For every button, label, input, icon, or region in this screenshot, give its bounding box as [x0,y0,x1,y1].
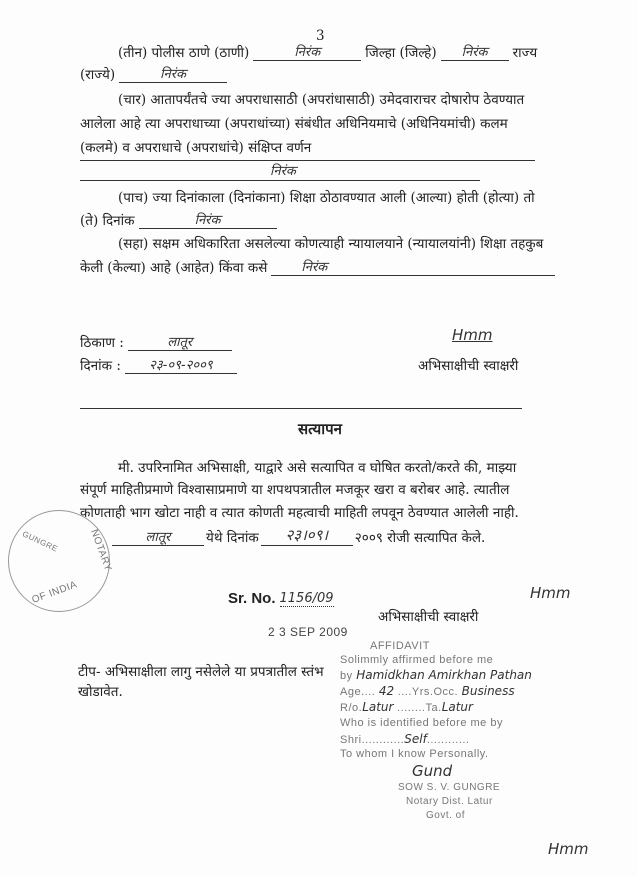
verification-title: सत्यापन [298,420,342,438]
affidavit-by-row [340,668,532,682]
age-label: Age [340,686,362,698]
seal-name-text: GUNGRE [20,529,60,554]
verification-date-line [261,525,353,546]
date-value: २३-०९-२००९ [149,358,213,373]
section4-line1: (चार) आतापर्यंतचे ज्या अपराधासाठी (अपरांधासाठी) उमेदवाराचर दोषारोप ठेवण्यात [118,92,525,108]
verification-date-value: २३।०९। [285,526,329,544]
section4-line3: (कलमे) व अपराधाचे (अपराधांचे) संक्षिप्त वर्णन [80,140,312,156]
section5-line [139,210,277,229]
section6-value: निरंक [301,260,328,275]
verification-at-label: येथे दिनांक [206,530,259,546]
section4-value: निरंक [270,164,296,179]
district-value: निरंक [461,45,488,60]
ta-label: Ta. [425,702,442,714]
verification-place-line [112,527,204,546]
page-number: 3 [316,28,325,44]
notary-name: SOW S. V. GUNGRE [398,782,501,793]
section5-value: निरंक [194,213,221,228]
verification-year-suffix: २००९ रोजी सत्यापित केले. [354,530,486,546]
section6-line [271,257,555,276]
affidavit-know: To whom I know Personally. [340,748,489,760]
verification-row [112,525,485,546]
section5-line2: (ते) दिनांक [80,213,135,229]
divider [80,408,522,409]
verification-place-value: लातूर [145,530,171,545]
seal-bottom-text: OF INDIA [30,579,79,606]
ro-label: R/o. [340,702,363,714]
deponent-signature: Hmm [452,326,493,344]
state-label-plural: (राज्ये) [80,67,116,83]
section6-line1: (सहा) सक्षम अधिकारिता असलेल्या कोणत्याही न्यायालयाने (न्यायालयांनी) शिक्षा तहकुब [118,236,544,252]
shri-value: Self [404,732,427,746]
section6-row [80,257,555,276]
note: टीप- अभिसाक्षीला लागु नसेलेले या प्रपत्रातील स्तंभ खोडावेत. [78,664,324,700]
affidavit-title: AFFIDAVIT [370,640,430,652]
section6-line2: केली (केल्या) आहे (आहेत) किंवा कसे [80,260,268,276]
bottom-signature: Hmm [548,840,589,858]
serial-value: 1156/09 [279,591,334,606]
serial-row [228,590,334,607]
section5-line1: (पाच) ज्या दिनांकाला (दिनांकाना) शिक्षा ठोठावण्यात आली (आल्या) होती (होत्या) तो [118,190,535,206]
date-stamp: 2 3 SEP 2009 [268,625,348,639]
verification-line3: कोणताही भाग खोटा नाही व त्यात कोणती महत्वाची माहिती लपवून ठेवण्यात आलेली नाही. [80,505,519,521]
police-station-value: निरंक [294,45,321,60]
notary-dist: Notary Dist. Latur [406,796,493,807]
place-label: ठिकाण : [80,335,124,351]
section4-line-a [80,160,535,161]
verification-line2: संपूर्ण माहितीप्रमाणे विश्वासाप्रमाणे या शपथपत्रातील मजकूर खरा व बरोबर आहे. त्यातील [80,482,510,498]
serial-label: Sr. No. [228,590,276,607]
affidavit-line1: Solimmly affirmed before me [340,654,494,666]
section4-line-b [80,180,480,181]
deponent-signature-label: अभिसाक्षीची स्वाक्षरी [418,358,519,374]
notary-govt: Govt. of [426,810,466,821]
occupation-value: Business [461,684,515,698]
seal-top-text: NOTARY [88,528,114,573]
yrs-label: Yrs.Occ. [411,686,459,698]
by-value: Hamidkhan Amirkhan Pathan [356,668,532,682]
section5-row [80,210,277,229]
police-station-line [253,42,361,61]
ta-value: Latur [441,700,473,714]
deponent-signature-label-2: अभिसाक्षीची स्वाक्षरी [378,609,479,625]
affidavit-age-row: Age.... 42 ....Yrs.Occ. Business [340,684,515,698]
state-label: राज्य [512,45,538,61]
date-row [80,355,237,374]
verification-line1: मी. उपरिनामित अभिसाक्षी, याद्वारे असे सत्यापित व घोषित करतो/करते की, माझ्या [118,460,517,476]
district-label: जिल्हा (जिल्हे) [365,45,437,61]
affidavit-shri-row: Shri............Self............ [340,732,470,746]
ro-value: Latur [362,700,394,714]
affidavit-identified: Who is identified before me by [340,717,503,729]
affidavit-ro-row: R/o.Latur ........Ta.Latur [340,700,473,714]
state-line [119,64,227,83]
date-label: दिनांक : [80,358,121,374]
age-value: 42 [378,684,395,698]
state-value: निरंक [160,67,187,82]
notary-signature: Gund [412,762,453,780]
police-station-label: (तीन) पोलीस ठाणे (ठाणी) [118,45,250,61]
state-row [80,64,227,83]
by-label: by [340,670,353,682]
deponent-signature-2: Hmm [530,584,571,602]
shri-label: Shri [340,734,362,746]
section3-row [118,42,537,61]
place-value: लातूर [167,335,193,350]
notary-seal [8,510,114,612]
place-line [128,332,232,351]
place-row [80,332,232,351]
district-line [441,42,509,61]
section4-line2: आलेला आहे त्या अपराधाच्या (अपराधांच्या) संबंधीत अधिनियमाचे (अधिनियमांची) कलम [80,116,508,132]
date-line [125,355,237,374]
